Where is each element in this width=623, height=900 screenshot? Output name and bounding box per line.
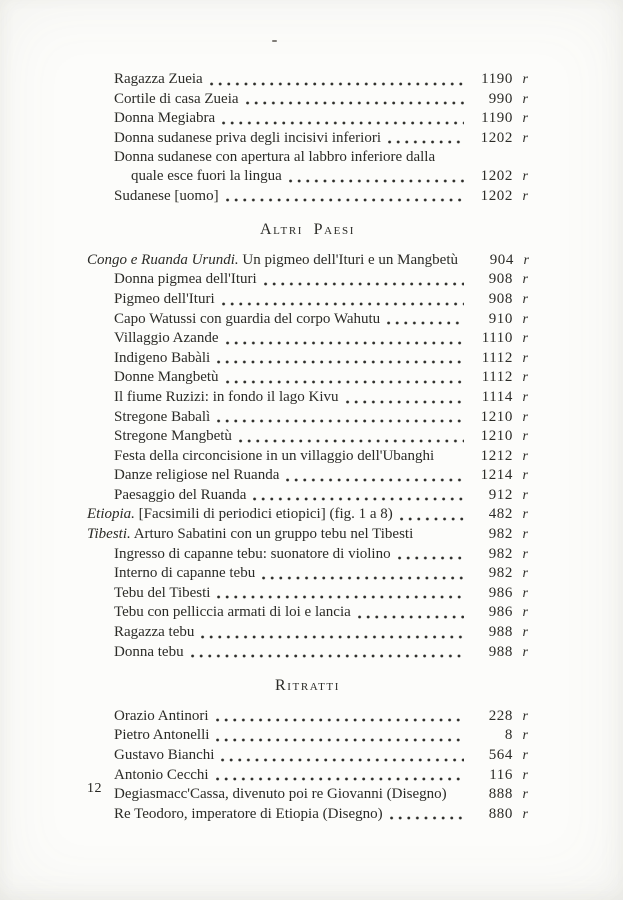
entry-recto-suffix: r [522,806,528,822]
entry-page-number: 1112 [481,369,513,386]
dot-leader [217,359,464,365]
toc-entry [87,466,528,486]
entry-title: Pigmeo dell'Ituri [114,290,215,307]
toc-entry [87,251,528,271]
entry-page-number: 1210 [480,408,513,425]
entry-title: Orazio Antinori [114,707,209,724]
dot-leader [226,340,465,346]
entry-recto-suffix: r [522,487,528,503]
toc-entry [87,109,528,129]
entry-recto-suffix: r [522,311,528,327]
toc-entry [87,368,528,388]
entry-page-number: 1202 [480,129,513,146]
entry-recto-suffix: r [522,728,528,744]
toc-entry [87,167,528,187]
entry-title: Donne Mangbetù [114,369,219,386]
entry-recto-suffix: r [522,350,528,366]
entry-page-number: 986 [488,584,513,601]
entry-page-number: 988 [488,624,513,641]
toc-entry [87,148,528,167]
entry-title: Donna Megiabra [114,110,216,127]
entry-italic-lead: Tibesti. [87,526,131,543]
dot-leader [346,399,464,405]
entry-page-number: 1212 [480,447,513,464]
entry-recto-suffix: r [522,91,528,107]
entry-title: Tebu del Tibesti [114,584,211,601]
entry-recto-suffix: r [522,370,528,386]
dot-leader [221,757,464,763]
toc-entry [87,388,528,408]
entry-title: Stregone Babalì [114,408,211,425]
toc-entry [87,486,528,506]
toc-entry [87,623,528,643]
dot-leader [442,158,464,164]
dot-leader [262,575,464,581]
entry-title [87,251,458,270]
entry-recto-suffix: r [522,168,528,184]
entry-recto-suffix: r [522,468,528,484]
entry-recto-suffix: r [522,507,528,523]
toc-entry [87,290,528,310]
dot-leader [400,516,464,522]
dot-leader [264,281,464,287]
entry-page-number: 888 [488,786,513,803]
entry-title: Ingresso di capanne tebu: suonatore di violino [114,545,391,562]
dot-leader [217,594,464,600]
toc-entry [87,270,528,290]
entry-recto-suffix: r [522,527,528,543]
entry-recto-suffix: r [522,585,528,601]
dot-leader [226,379,464,385]
toc-entry [87,427,528,447]
toc-entry [87,564,528,584]
entry-title: Paesaggio del Ruanda [114,486,247,503]
entry-recto-suffix: r [522,748,528,763]
entry-title: Indigeno Babàli [114,349,211,366]
entry-recto-suffix: r [522,188,528,204]
dot-leader [420,536,464,542]
entry-title: Festa della circoncisione in un villaggio dell'Ubanghi [114,447,435,464]
entry-title: Ragazza tebu [114,624,195,641]
entry-page-number: 564 [488,747,513,763]
dot-leader [217,418,464,424]
dot-leader [286,477,464,483]
entry-title: Cortile di casa Zueia [114,90,239,107]
entry-title-text: [Facsimili di periodici etiopici] (fig. 1 a 8) [134,506,393,523]
entry-recto-suffix: r [522,272,528,288]
dot-leader [387,320,464,326]
entry-page-number: 1210 [480,428,513,445]
toc-entry [87,805,528,825]
section-heading: Altri Paesi [260,221,355,239]
dot-leader [441,457,464,463]
entry-page-number: 1202 [480,187,513,204]
entry-title: quale esce fuori la lingua [131,167,282,184]
dot-leader [388,139,464,145]
entry-recto-suffix: r [522,644,528,660]
entry-title: Interno di capanne tebu [114,565,256,582]
entry-recto-suffix: r [522,409,528,425]
entry-title: Antonio Cecchi [114,766,209,783]
entry-title-text: Arturo Sabatini con un gruppo tebu nel Tibesti [130,526,414,543]
dot-leader [358,614,464,620]
entry-page-number: 116 [489,766,513,783]
toc-entry [87,129,528,149]
toc-entry [87,766,528,786]
entry-italic-lead: Etiopia. [87,506,135,523]
entry-recto-suffix: r [522,130,528,146]
entry-title: Gustavo Bianchi [114,747,215,763]
entry-page-number: 1112 [481,349,513,366]
dot-leader [216,717,464,723]
entry-title: Il fiume Ruzizi: in fondo il lago Kivu [114,388,339,405]
dot-leader [454,796,464,802]
toc-entry [87,643,528,663]
entry-recto-suffix: r [522,625,528,641]
dot-leader [226,197,464,203]
entry-title: Stregone Mangbetù [114,428,232,445]
dot-leader [210,81,464,87]
toc-entry [87,746,528,766]
entry-title: Tebu con pelliccia armati di loi e lancia [114,604,351,621]
entry-page-number: 982 [488,545,513,562]
entry-recto-suffix: r [522,389,528,405]
entry-page-number: 8 [504,727,513,744]
entry-title: Degiasmacc'Cassa, divenuto poi re Giovanni (Disegno) [114,786,447,803]
entry-page-number: 912 [488,486,513,503]
entry-recto-suffix: r [522,787,528,803]
entry-page-number: 908 [488,290,513,307]
dot-leader [398,555,464,561]
entry-title: Ragazza Zueia [114,71,203,87]
entry-title: Capo Watussi con guardia del corpo Wahutu [114,310,381,327]
dot-leader [201,634,464,640]
entry-page-number: 482 [488,506,513,523]
entry-title [87,505,393,524]
toc-entry [87,310,528,330]
entry-page-number: 982 [488,565,513,582]
dot-leader [191,653,464,659]
entry-recto-suffix: r [522,566,528,582]
section-heading: Ritratti [274,677,341,695]
entry-recto-suffix: r [522,448,528,464]
entry-title: Pietro Antonelli [114,727,210,744]
dot-leader [216,776,464,782]
toc-entry [87,505,528,525]
toc-entry [87,707,528,727]
toc-entry [87,70,528,90]
toc-entry [87,785,528,805]
entry-title: Donna pigmea dell'Ituri [114,271,257,288]
entry-page-number: 908 [488,271,513,288]
entry-recto-suffix: r [522,331,528,347]
entry-title: Donna sudanese priva degli incisivi inferiori [114,129,382,146]
entry-page-number: 988 [488,643,513,660]
entry-recto-suffix: r [522,429,528,445]
toc-entry [87,408,528,428]
illustration-index-list [87,70,528,824]
dot-leader [246,100,464,106]
dot-leader [253,496,464,502]
toc-entry [87,187,528,207]
entry-page-number: 1202 [480,167,513,184]
entry-page-number: 228 [488,707,513,724]
toc-entry [87,525,528,545]
entry-recto-suffix: r [523,252,529,268]
entry-recto-suffix: r [522,72,528,87]
entry-page-number: 1110 [481,330,513,347]
entry-page-number: 880 [488,805,513,822]
toc-entry [87,90,528,110]
entry-page-number: 1114 [481,388,513,405]
entry-page-number: 982 [488,526,513,543]
entry-page-number: 1190 [481,71,513,87]
entry-recto-suffix: r [522,546,528,562]
entry-title: Sudanese [uomo] [114,187,219,204]
entry-page-number: 904 [489,251,514,268]
entry-title: Re Teodoro, imperatore di Etiopia (Disegno) [114,805,383,822]
scan-speck-mark [272,40,277,42]
entry-italic-lead: Congo e Ruanda Urundi. [87,251,239,268]
dot-leader [289,178,464,184]
entry-recto-suffix: r [522,708,528,724]
dot-leader [390,815,464,821]
toc-entry [87,603,528,623]
entry-title: Villaggio Azande [114,330,219,347]
toc-entry [87,726,528,746]
entry-page-number: 910 [488,310,513,327]
entry-page-number: 990 [488,90,513,107]
entry-page-number: 1214 [480,467,513,484]
toc-entry [87,545,528,565]
dot-leader [222,120,464,126]
toc-entry [87,349,528,369]
entry-recto-suffix: r [522,111,528,127]
entry-title: Donna sudanese con apertura al labbro inferiore dalla [114,149,436,166]
dot-leader [222,301,464,307]
dot-leader [239,438,464,444]
dot-leader [216,737,464,743]
toc-entry [87,329,528,349]
entry-recto-suffix: r [522,291,528,307]
entry-recto-suffix: r [522,605,528,621]
entry-page-number: 986 [488,604,513,621]
entry-title [87,525,413,544]
page-number: 12 [87,781,102,796]
entry-page-number: 1190 [481,110,513,127]
toc-entry [87,447,528,467]
entry-title: Danze religiose nel Ruanda [114,467,280,484]
toc-entry [87,584,528,604]
entry-recto-suffix: r [522,767,528,783]
entry-title-text: Un pigmeo dell'Ituri e un Mangbetù [238,251,458,268]
entry-title: Donna tebu [114,643,184,660]
